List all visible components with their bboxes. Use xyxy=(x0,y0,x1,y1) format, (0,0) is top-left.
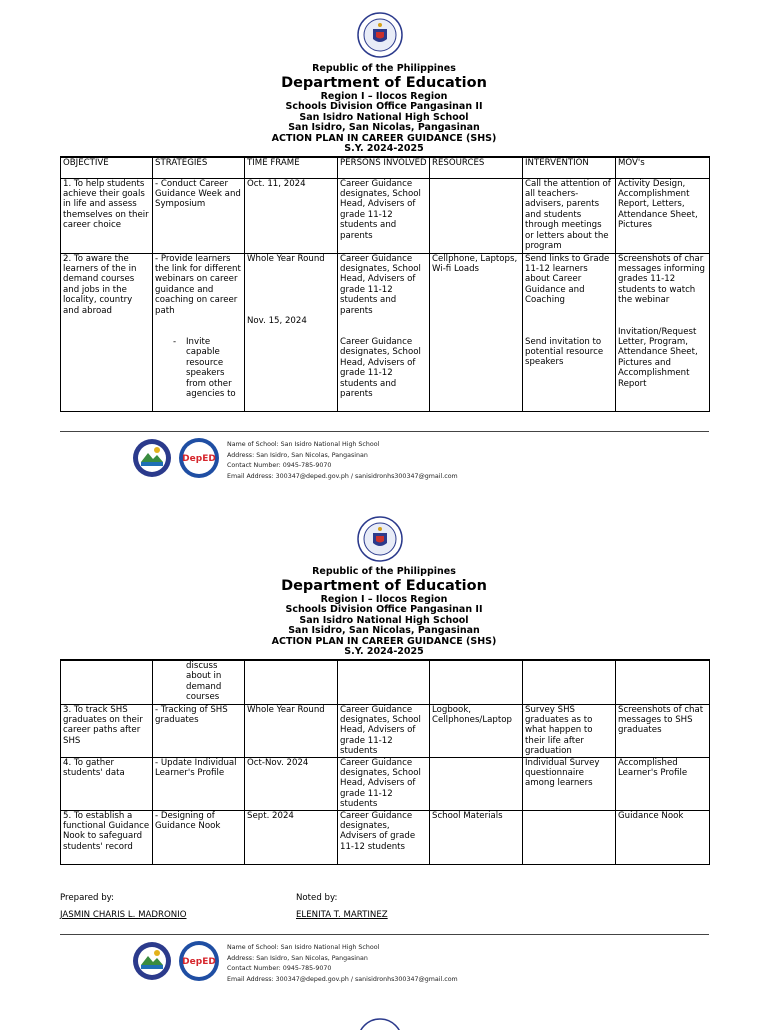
cell-persons xyxy=(338,253,430,411)
header-school: San Isidro National High School xyxy=(299,614,469,626)
cell-movs: Screenshots of chat messages to SHS graduates xyxy=(616,704,710,757)
cell-movs xyxy=(616,253,710,411)
cell-persons xyxy=(338,660,430,704)
cell-objective: 1. To help students achieve their goals in life and assess themselves on their career choice xyxy=(61,178,153,253)
col-header-time-frame: TIME FRAME xyxy=(245,157,338,178)
strategy-text: - Provide learners the link for different webinars on career guidance and coaching on career path xyxy=(155,253,241,316)
cell-strategies: - Update Individual Learner's Profile xyxy=(153,757,245,810)
action-plan-table-2 xyxy=(60,659,710,865)
header-department: Department of Education xyxy=(281,577,487,594)
deped-seal-icon xyxy=(357,516,403,562)
cell-strategies xyxy=(153,660,245,704)
deped-seal-icon xyxy=(357,1018,403,1030)
cell-time-frame: Oct. 11, 2024 xyxy=(245,178,338,253)
movs-text: Screenshots of char messages informing grades 11-12 students to watch the webinar xyxy=(618,253,705,306)
cell-movs: Accomplished Learner's Profile xyxy=(616,757,710,810)
cell-movs xyxy=(616,660,710,704)
cell-time-frame xyxy=(245,253,338,411)
strategy-bullet xyxy=(155,337,242,399)
cell-strategies: - Tracking of SHS graduates xyxy=(153,704,245,757)
cell-intervention: Survey SHS graduates as to what happen to their life after graduation xyxy=(523,704,616,757)
cell-movs: Activity Design, Accomplishment Report, Letters, Attendance Sheet, Pictures xyxy=(616,178,710,253)
cell-objective: 4. To gather students' data xyxy=(61,757,153,810)
cell-resources: School Materials xyxy=(430,810,523,864)
time-frame-text: Nov. 15, 2024 xyxy=(247,315,307,326)
header-republic: Republic of the Philippines xyxy=(312,63,456,74)
cell-resources xyxy=(430,178,523,253)
cell-persons: Career Guidance designates, School Head, Advisers of grade 11-12 students xyxy=(338,704,430,757)
table-row xyxy=(61,660,710,704)
header-address: San Isidro, San Nicolas, Pangasinan xyxy=(288,625,480,636)
table-row xyxy=(61,704,710,757)
col-header-strategies: STRATEGIES xyxy=(153,157,245,178)
cell-resources xyxy=(430,660,523,704)
cell-objective: 3. To track SHS graduates on their career paths after SHS xyxy=(61,704,153,757)
footer-contact: Contact Number: 0945-785-9070 xyxy=(227,462,332,470)
col-header-persons: PERSONS INVOLVED xyxy=(338,157,430,178)
deped-logo-text: DepED xyxy=(182,957,216,967)
footer-address: Address: San Isidro, San Nicolas, Pangasinan xyxy=(227,954,368,962)
header-republic: Republic of the Philippines xyxy=(312,566,456,577)
cell-persons: Career Guidance designates, School Head, Advisers of grade 11-12 students xyxy=(338,757,430,810)
footer-contact-block xyxy=(227,440,458,482)
strategy-text: Invite capable resource speakers from other agencies to xyxy=(186,336,236,399)
cell-intervention xyxy=(523,810,616,864)
footer-divider xyxy=(60,431,709,432)
footer-contact: Contact Number: 0945-785-9070 xyxy=(227,965,332,973)
cell-resources: Logbook, Cellphones/Laptop xyxy=(430,704,523,757)
persons-text: Career Guidance designates, School Head, Advisers of grade 11-12 students and parents xyxy=(340,253,421,316)
noted-by-name: ELENITA T. MARTINEZ xyxy=(296,910,388,920)
cell-resources xyxy=(430,757,523,810)
cell-intervention: Call the attention of all teachers-advisers, parents and students through meetings or letters about the program xyxy=(523,178,616,253)
time-frame-text: Whole Year Round xyxy=(247,253,325,264)
cell-time-frame: Sept. 2024 xyxy=(245,810,338,864)
col-header-objective: OBJECTIVE xyxy=(61,157,153,178)
footer-email: Email Address: 300347@deped.gov.ph / sanisidronhs300347@gmail.com xyxy=(227,472,458,480)
cell-objective: 5. To establish a functional Guidance Nook to safeguard students' record xyxy=(61,810,153,864)
header-plan-title: ACTION PLAN IN CAREER GUIDANCE (SHS) xyxy=(271,635,497,647)
bullet-dash: - xyxy=(173,336,177,347)
deped-logo-icon xyxy=(178,940,220,982)
header-department: Department of Education xyxy=(281,74,487,91)
table-row xyxy=(61,757,710,810)
header-region: Region I – Ilocos Region xyxy=(320,593,448,605)
cell-persons: Career Guidance designates, School Head, Advisers of grade 11-12 students and parents xyxy=(338,178,430,253)
table-header-row xyxy=(61,157,710,178)
header-plan-title: ACTION PLAN IN CAREER GUIDANCE (SHS) xyxy=(271,132,497,144)
cell-persons: Career Guidance designates, Advisers of grade 11-12 students xyxy=(338,810,430,864)
footer-school-name: Name of School: San Isidro National High School xyxy=(227,441,380,448)
footer-contact-block xyxy=(227,943,458,985)
col-header-movs: MOV's xyxy=(616,157,710,178)
footer-address: Address: San Isidro, San Nicolas, Pangasinan xyxy=(227,451,368,459)
persons-text: Career Guidance designates, School Head, Advisers of grade 11-12 students and parents xyxy=(340,336,421,399)
table-row xyxy=(61,810,710,864)
cell-objective: 2. To aware the learners of the in demand courses and jobs in the locality, country and abroad xyxy=(61,253,153,411)
movs-text: Invitation/Request Letter, Program, Attendance Sheet, Pictures and Accomplishment Report xyxy=(618,326,698,389)
col-header-resources: RESOURCES xyxy=(430,157,523,178)
school-logo-icon xyxy=(132,438,172,478)
cell-intervention xyxy=(523,253,616,411)
footer-divider xyxy=(60,934,709,935)
cell-strategies xyxy=(153,253,245,411)
cell-resources: Cellphone, Laptops, Wi-fi Loads xyxy=(430,253,523,411)
prepared-by-name: JASMIN CHARIS L. MADRONIO xyxy=(60,910,187,920)
cell-strategies: - Designing of Guidance Nook xyxy=(153,810,245,864)
header-school-year: S.Y. 2024-2025 xyxy=(344,143,424,154)
footer-email: Email Address: 300347@deped.gov.ph / sanisidronhs300347@gmail.com xyxy=(227,975,458,983)
deped-logo-icon xyxy=(178,437,220,479)
table-row xyxy=(61,178,710,253)
footer-school-name: Name of School: San Isidro National High School xyxy=(227,944,380,951)
header-address: San Isidro, San Nicolas, Pangasinan xyxy=(288,122,480,133)
cell-movs: Guidance Nook xyxy=(616,810,710,864)
col-header-intervention: INTERVENTION xyxy=(523,157,616,178)
document-header xyxy=(0,567,768,658)
cell-time-frame: Whole Year Round xyxy=(245,704,338,757)
noted-by-label: Noted by: xyxy=(296,893,338,903)
action-plan-table-1 xyxy=(60,156,710,412)
document-header xyxy=(0,64,768,155)
cell-time-frame xyxy=(245,660,338,704)
intervention-text: Send links to Grade 11-12 learners about Career Guidance and Coaching xyxy=(525,253,610,306)
cell-intervention xyxy=(523,660,616,704)
header-division: Schools Division Office Pangasinan II xyxy=(285,101,483,112)
prepared-by-label: Prepared by: xyxy=(60,893,115,903)
strategy-text: discuss about in demand courses xyxy=(186,661,222,703)
header-division: Schools Division Office Pangasinan II xyxy=(285,604,483,615)
cell-time-frame: Oct-Nov. 2024 xyxy=(245,757,338,810)
header-school-year: S.Y. 2024-2025 xyxy=(344,646,424,657)
header-region: Region I – Ilocos Region xyxy=(320,90,448,102)
cell-strategies: - Conduct Career Guidance Week and Symposium xyxy=(153,178,245,253)
intervention-text: Send invitation to potential resource speakers xyxy=(525,336,604,368)
table-row xyxy=(61,253,710,411)
cell-intervention: Individual Survey questionnaire among learners xyxy=(523,757,616,810)
school-logo-icon xyxy=(132,941,172,981)
deped-seal-icon xyxy=(357,12,403,58)
deped-logo-text: DepED xyxy=(182,454,216,464)
cell-objective xyxy=(61,660,153,704)
header-school: San Isidro National High School xyxy=(299,111,469,123)
